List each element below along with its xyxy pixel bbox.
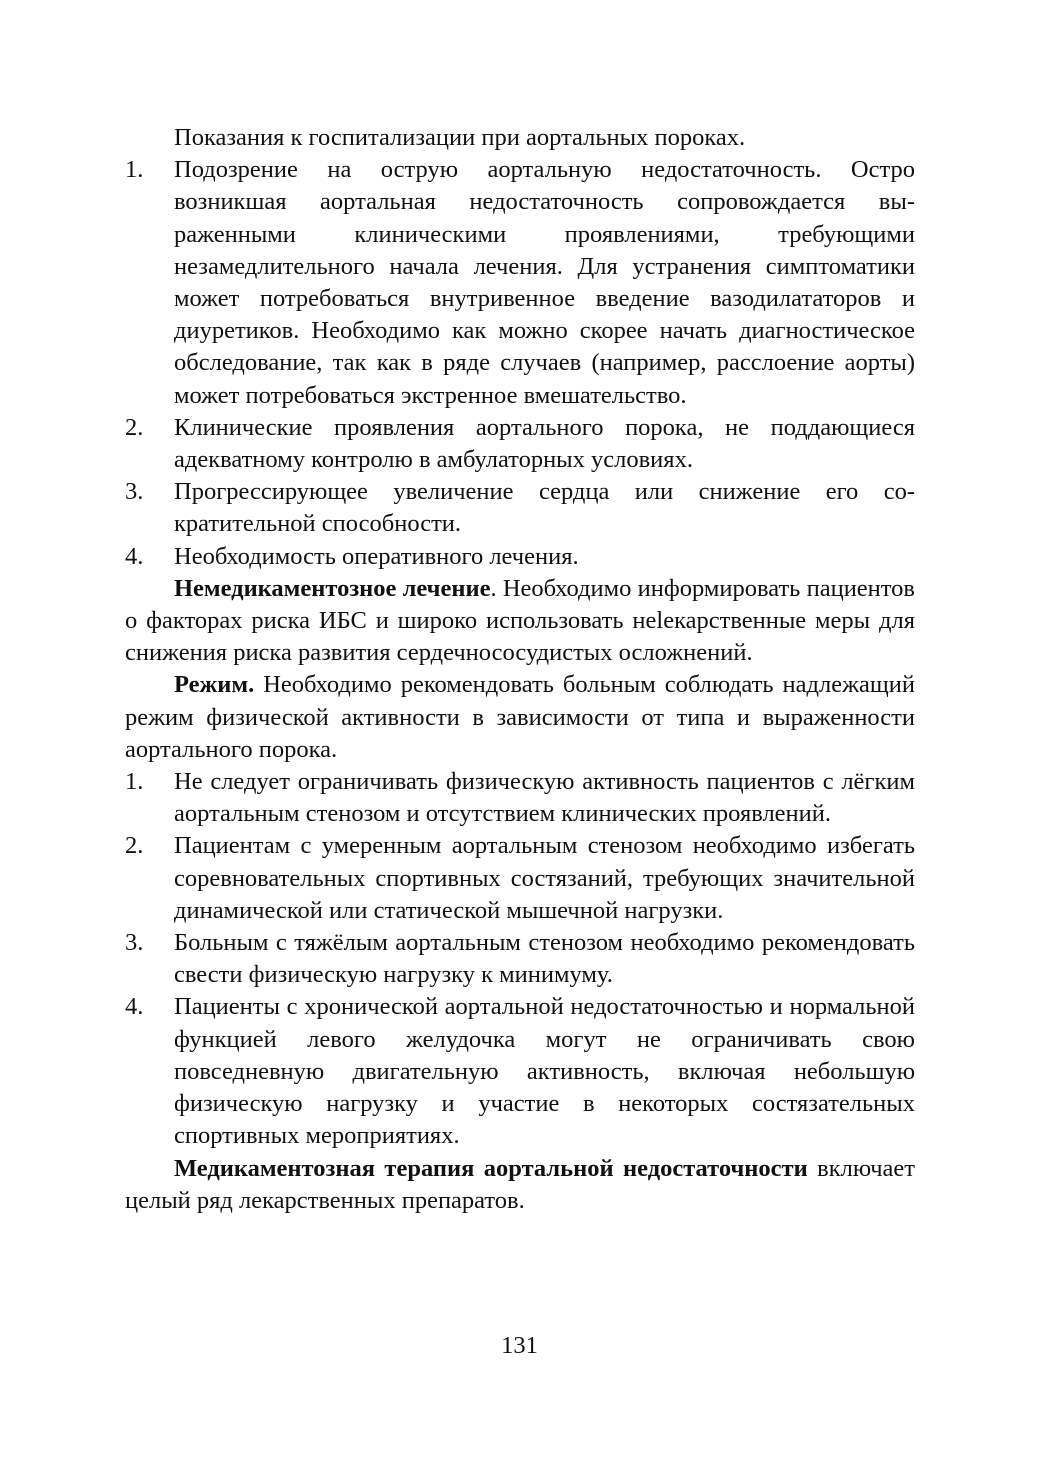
list-item-text (174, 991, 915, 1152)
line: пациентов о факторах риска ИБС и широко использовать нele (125, 574, 915, 635)
line: вать свою повседневную двигательную активность, включая (174, 1025, 915, 1085)
line: еся адекватному контролю в амбулаторных условиях. (174, 413, 915, 474)
line: возникшая аортальная недостаточность сопровождается вы (174, 188, 915, 216)
list-number: 1. (125, 768, 144, 796)
list-item-text (174, 541, 915, 573)
line: раженными клиническими проявлениями, требующими (174, 220, 915, 248)
line: кратительной способности. (174, 510, 462, 538)
line: матики может потребоваться внутривенное введение вазоди (174, 252, 915, 313)
list-item (125, 830, 915, 927)
list-number: 4. (125, 542, 144, 570)
line: Пациенты с хронической аортальной недостаточностью и (174, 993, 783, 1021)
list-item (125, 541, 915, 573)
regimen-list (125, 766, 915, 1152)
regimen-paragraph (125, 669, 915, 766)
list-item-text (174, 830, 915, 927)
line: небольшую физическую нагрузку и участие в некоторых со (174, 1057, 916, 1118)
line: нагрузки. (624, 896, 724, 924)
list-item-text (174, 927, 915, 991)
line: надлежащий режим физической активности в зависимости от ти (125, 671, 915, 731)
non-drug-text: . Необходимо информировать (490, 574, 801, 602)
list-item-text (174, 766, 915, 830)
regimen-text: Необходимо рекомендовать больным соблюдать (254, 671, 774, 699)
non-drug-heading: Немедикаментозное лечение (174, 574, 491, 602)
line: па и выраженности аортального порока. (125, 703, 915, 763)
list-number: 2. (125, 413, 144, 441)
regimen-heading: Режим. (174, 671, 255, 699)
list-item (125, 412, 915, 476)
list-item-text (174, 476, 915, 540)
drug-therapy-paragraph (125, 1153, 915, 1217)
list-item (125, 476, 915, 540)
line: карственные меры для снижения риска развития сердечно (125, 607, 915, 667)
intro-text: Показания к госпитализации при аортальных пороках. (174, 124, 746, 151)
line: Пациентам с умеренным аортальным стенозом необходимо (174, 832, 817, 860)
line: стязательных спортивных мероприятиях. (174, 1090, 915, 1150)
line: Прогрессирующее увеличение сердца или снижение его со (174, 478, 915, 506)
list-item (125, 927, 915, 991)
list-item-text (174, 412, 915, 476)
list-item (125, 991, 915, 1152)
list-item-text (174, 154, 915, 412)
line: Клинические проявления аортального порока, не поддающи (174, 413, 882, 441)
line: лататоров и диуретиков. Необходимо как можно скорее (174, 285, 915, 345)
hospitalization-intro (125, 122, 915, 154)
line: проявлений. (702, 800, 832, 828)
page-number: 131 (501, 1332, 538, 1359)
line: Не следует ограничивать физическую активность пациентов (174, 768, 815, 796)
line: (например, расслоение аорты) может потребоваться экстрен (174, 349, 916, 409)
line: незамедлительного начала лечения. Для устранения симпто (174, 252, 841, 280)
non-drug-treatment-paragraph (125, 573, 915, 670)
line: начать диагностическое обследование, так как в ряде случаев (174, 317, 915, 377)
line: с лёгким аортальным стенозом и отсутствием клинических (174, 768, 915, 828)
list-number: 3. (125, 478, 144, 506)
list-item (125, 154, 915, 412)
indications-list (125, 154, 915, 573)
line: Больным с тяжёлым аортальным стенозом необходимо реко (174, 929, 808, 957)
drug-therapy-heading: Медикаментозная терапия аортальной недостаточности (174, 1154, 808, 1182)
list-number: 3. (125, 929, 144, 957)
list-item (125, 766, 915, 830)
line: ное вмешательство. (480, 381, 687, 409)
line: нормальной функцией левого желудочка могут не ограничи (174, 993, 915, 1053)
line: мендовать свести физическую нагрузку к минимуму. (174, 929, 915, 989)
line: Необходимость оперативного лечения. (174, 542, 579, 570)
line: сосудистых осложнений. (491, 639, 753, 667)
line: избегать соревновательных спортивных состязаний, требую (174, 832, 915, 892)
list-number: 4. (125, 993, 144, 1021)
list-number: 2. (125, 832, 144, 860)
line: щих значительной динамической или статической мышечной (174, 864, 915, 924)
line: Подозрение на острую аортальную недостаточность. Остро (174, 156, 915, 184)
list-number: 1. (125, 156, 144, 184)
line: включает целый ряд лекарственных препаратов. (125, 1154, 916, 1214)
document-page (125, 122, 915, 1217)
